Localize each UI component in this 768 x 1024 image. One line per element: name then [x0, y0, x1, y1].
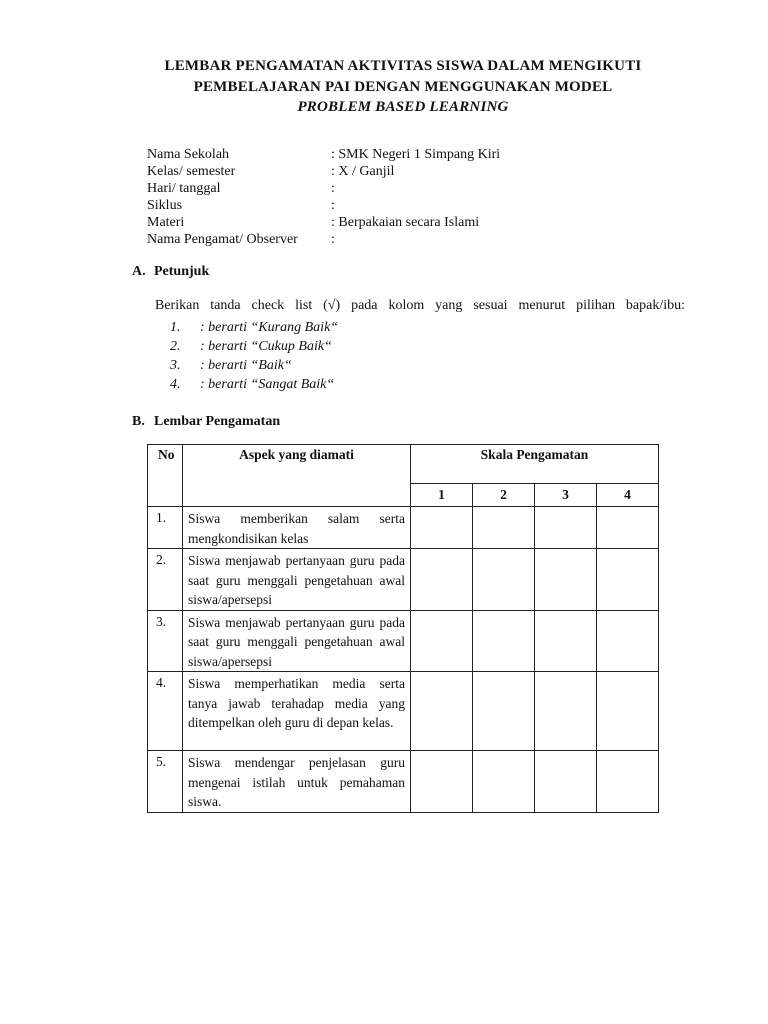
- info-label: Materi: [147, 215, 185, 230]
- scale-cell-3[interactable]: [535, 672, 597, 751]
- table-row: [148, 672, 659, 751]
- scale-cell-1[interactable]: [411, 672, 473, 751]
- row-aspect: Siswa memberikan salam serta mengkondisikan kelas: [183, 507, 411, 549]
- scale-cell-1[interactable]: [411, 507, 473, 549]
- row-number: 3.: [148, 610, 183, 672]
- instruction-text: Berikan tanda check list (√) pada kolom yang sesuai menurut pilihan bapak/ibu:: [155, 298, 685, 313]
- row-number: 4.: [148, 672, 183, 751]
- list-text: : berarti “Cukup Baik“: [200, 339, 332, 354]
- section-title: Petunjuk: [154, 264, 210, 279]
- info-label: Kelas/ semester: [147, 164, 236, 179]
- list-number: 3.: [170, 358, 181, 373]
- info-label: Siklus: [147, 198, 183, 213]
- list-number: 1.: [170, 320, 181, 335]
- list-number: 4.: [170, 377, 181, 392]
- scale-cell-2[interactable]: [473, 751, 535, 813]
- info-label: Nama Pengamat/ Observer: [147, 232, 298, 247]
- section-b-heading: [132, 414, 280, 430]
- row-number: 2.: [148, 549, 183, 611]
- info-value: :: [331, 232, 335, 247]
- list-text: : berarti “Sangat Baik“: [200, 377, 335, 392]
- document-title-line-3: PROBLEM BASED LEARNING: [297, 99, 509, 115]
- section-letter: A.: [132, 264, 146, 279]
- info-value: : SMK Negeri 1 Simpang Kiri: [331, 147, 501, 162]
- scale-cell-3[interactable]: [535, 507, 597, 549]
- document-title-line-2: PEMBELAJARAN PAI DENGAN MENGGUNAKAN MODEL: [193, 79, 613, 95]
- section-title: Lembar Pengamatan: [154, 414, 281, 429]
- scale-cell-1[interactable]: [411, 751, 473, 813]
- scale-cell-3[interactable]: [535, 610, 597, 672]
- scale-cell-4[interactable]: [597, 672, 659, 751]
- document-title-line-1: LEMBAR PENGAMATAN AKTIVITAS SISWA DALAM MENGIKUTI: [164, 58, 642, 74]
- list-text: : berarti “Baik“: [200, 358, 292, 373]
- info-label: Hari/ tanggal: [147, 181, 221, 196]
- scale-col-3: 3: [535, 484, 597, 507]
- row-number: 1.: [148, 507, 183, 549]
- list-number: 2.: [170, 339, 181, 354]
- list-item: [170, 375, 338, 394]
- table-row: [148, 610, 659, 672]
- info-value: :: [331, 198, 335, 213]
- info-value: :: [331, 181, 335, 196]
- scale-cell-4[interactable]: [597, 751, 659, 813]
- scale-cell-1[interactable]: [411, 549, 473, 611]
- scale-cell-1[interactable]: [411, 610, 473, 672]
- scale-cell-4[interactable]: [597, 549, 659, 611]
- row-aspect: Siswa menjawab pertanyaan guru pada saat guru menggali pengetahuan awal siswa/apersepsi: [183, 549, 411, 611]
- header-aspect: Aspek yang diamati: [183, 445, 411, 507]
- table-header-row: [148, 445, 659, 484]
- list-item: [170, 356, 338, 375]
- scale-cell-3[interactable]: [535, 751, 597, 813]
- info-value: : Berpakaian secara Islami: [331, 215, 480, 230]
- section-a-heading: [132, 264, 209, 280]
- table-row: [148, 507, 659, 549]
- scale-cell-2[interactable]: [473, 610, 535, 672]
- table-row: [148, 751, 659, 813]
- header-no: No: [148, 445, 183, 507]
- row-aspect: Siswa menjawab pertanyaan guru pada saat guru menggali pengetahuan awal siswa/apersepsi: [183, 610, 411, 672]
- row-aspect: Siswa mendengar penjelasan guru mengenai istilah untuk pemahaman siswa.: [183, 751, 411, 813]
- section-letter: B.: [132, 414, 145, 429]
- list-text: : berarti “Kurang Baik“: [200, 320, 339, 335]
- scale-cell-2[interactable]: [473, 549, 535, 611]
- scale-col-4: 4: [597, 484, 659, 507]
- row-aspect: Siswa memperhatikan media serta tanya jawab terahadap media yang ditempelkan oleh guru di depan kelas.: [183, 672, 411, 751]
- scale-cell-4[interactable]: [597, 610, 659, 672]
- info-label: Nama Sekolah: [147, 147, 230, 162]
- scale-cell-2[interactable]: [473, 507, 535, 549]
- header-scale: Skala Pengamatan: [411, 445, 659, 484]
- list-item: [170, 337, 338, 356]
- scale-cell-2[interactable]: [473, 672, 535, 751]
- scale-cell-3[interactable]: [535, 549, 597, 611]
- row-number: 5.: [148, 751, 183, 813]
- observation-table: [147, 444, 659, 813]
- list-item: [170, 318, 338, 337]
- scale-col-1: 1: [411, 484, 473, 507]
- info-value: : X / Ganjil: [331, 164, 395, 179]
- scale-col-2: 2: [473, 484, 535, 507]
- scale-list: [170, 318, 338, 394]
- scale-cell-4[interactable]: [597, 507, 659, 549]
- table-row: [148, 549, 659, 611]
